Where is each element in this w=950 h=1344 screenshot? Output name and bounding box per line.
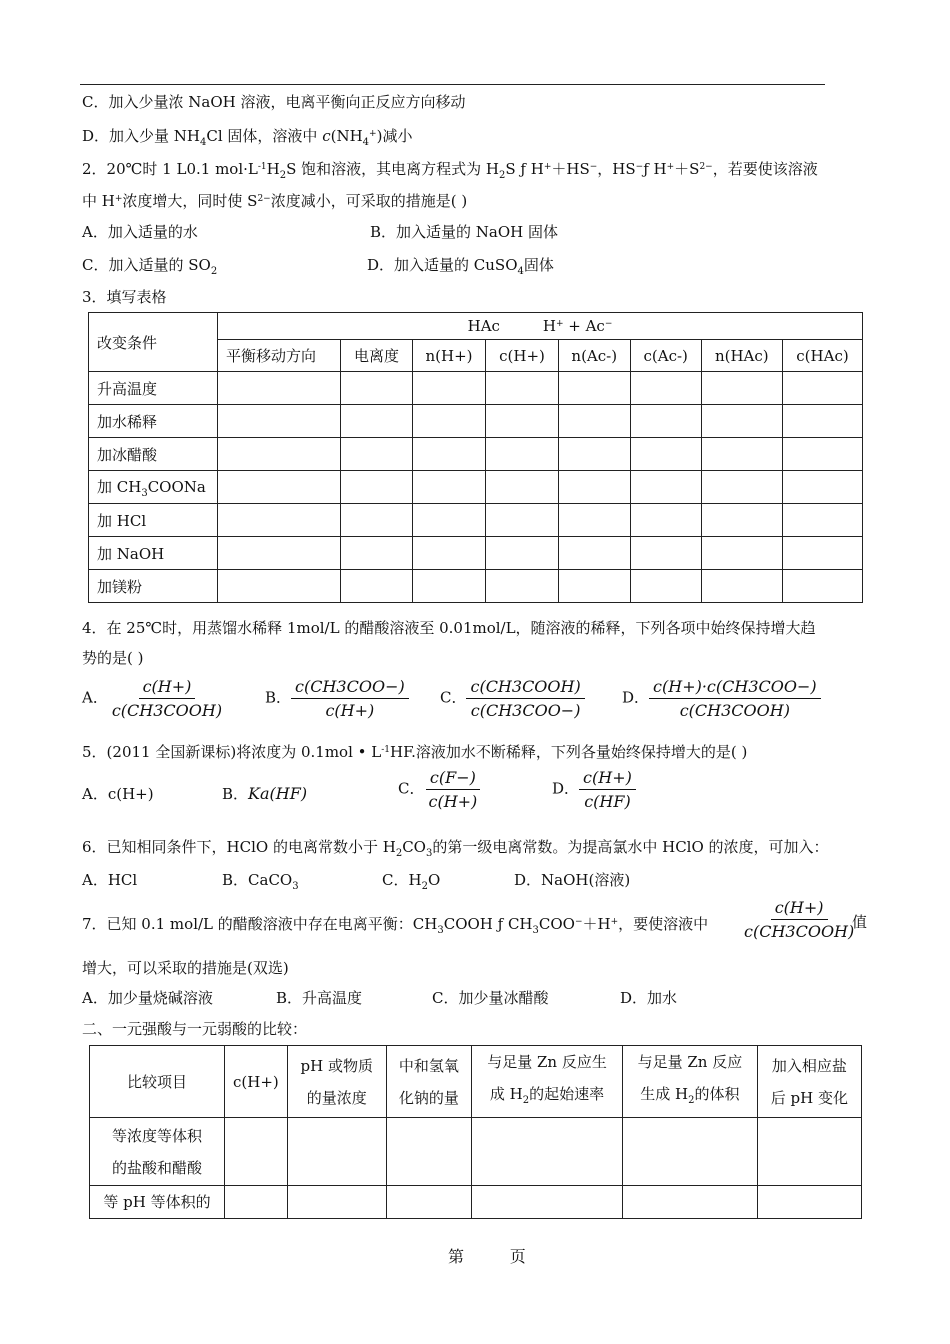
comparison-table <box>89 1045 862 1219</box>
col-header: n(Ac-) <box>558 340 630 372</box>
q6-option-c: C．$H_2O$ <box>382 871 441 892</box>
col-header: c(HAc) <box>782 340 862 372</box>
col-header: 比较项目 <box>90 1046 225 1118</box>
q6-option-a: A．HCl <box>82 871 138 889</box>
question-7-line-1: 7．已知 0.1 mol/L 的醋酸溶液中存在电离平衡：$CH_3COOH$ ƒ $CH_3COO^-+H^+$，要使溶液中 <box>82 915 709 936</box>
table-row <box>89 537 863 570</box>
q2-option-a: A．加入适量的水 <box>82 223 198 241</box>
col-header: c(Ac-) <box>630 340 701 372</box>
q4-option-b: B． $\frac{\text{c(CH3COO−)}}{c(H+)}$ <box>265 677 409 720</box>
q4-option-a: A． $\frac{c(H+)}{\text{c(CH3COOH)}}$ <box>82 677 223 720</box>
q6-option-b: B．CaCO$_3$ <box>222 871 299 892</box>
question-3: 3．填写表格 <box>82 288 167 306</box>
row-label: 加 NaOH <box>89 537 218 570</box>
col-header: c(H+) <box>486 340 558 372</box>
q5-option-b: B．Ka(HF) <box>222 784 308 803</box>
col-header: c(H+) <box>225 1046 288 1118</box>
row-label: 加冰醋酸 <box>89 438 218 471</box>
col-header: 平衡移动方向 <box>218 340 341 372</box>
row-label: 加 $CH_3COONa$ <box>89 471 218 504</box>
row-label: 升高温度 <box>89 372 218 405</box>
table-row <box>89 471 863 504</box>
section-2-title: 二、一元强酸与一元弱酸的比较： <box>82 1020 308 1038</box>
table-row <box>89 504 863 537</box>
question-2-line-1: 2．20℃时 1 L0.1 $mol\cdot L^{-1}H_2S$ 饱和溶液，其电离方程式为 $H_2S$ ƒ H+＋HS−，HS−ƒ $H^++S^{2-}$，若要使该溶液 <box>82 160 818 181</box>
col-header: 电离度 <box>341 340 412 372</box>
q4-option-d: D． $\frac{\text{c(H+)·c(CH3COO−)}}{\text{c(CH3COOH)}}$ <box>622 677 821 720</box>
equation-header: HAc H+ + Ac− <box>218 313 863 340</box>
row-label: 加镁粉 <box>89 570 218 603</box>
row-label: 加水稀释 <box>89 405 218 438</box>
question-4-line-2: 势的是( ) <box>82 649 144 667</box>
question-5: 5．(2011 全国新课标)将浓度为 0.1mol • $L^{-1}HF$.溶液加水不断稀释，下列各量始终保持增大的是( ) <box>82 743 748 761</box>
row-label: 加 HCl <box>89 504 218 537</box>
q7-fraction: $\frac{c(H+)}{\text{c(CH3COOH)}}$ <box>744 898 855 941</box>
col-header: 中和氢氧 化钠的量 <box>386 1046 471 1118</box>
question-2-line-2: 中 H+浓度增大，同时使 $S^{2-}$浓度减小，可采取的措施是( ) <box>82 192 468 210</box>
q7-option-a: A．加少量烧碱溶液 <box>82 989 213 1007</box>
question-6: 6．已知相同条件下，HClO 的电离常数小于 $H_2CO_3$的第一级电离常数。为提高氯水中 HClO 的浓度，可加入： <box>82 838 829 859</box>
q2-option-b: B．加入适量的 NaOH 固体 <box>370 223 559 241</box>
option-c-line: C．加入少量浓 NaOH 溶液，电离平衡向正反应方向移动 <box>82 93 466 111</box>
table-row <box>90 1118 862 1186</box>
table-row <box>89 372 863 405</box>
q7-option-c: C．加少量冰醋酸 <box>432 989 549 1007</box>
condition-table <box>88 312 863 603</box>
q7-option-b: B．升高温度 <box>276 989 363 1007</box>
q7-value-word: 值 <box>852 913 868 931</box>
table-row <box>89 570 863 603</box>
option-d-line: D．加入少量 $NH_4Cl$ 固体，溶液中 $c(NH_4^+)$减小 <box>82 127 413 148</box>
row-label: 等 pH 等体积的 <box>90 1186 225 1219</box>
col-header: n(H+) <box>412 340 486 372</box>
q5-option-d: D． $\frac{c(H+)}{c(HF)}$ <box>552 768 636 811</box>
table-row <box>90 1186 862 1219</box>
header-rule <box>80 84 825 85</box>
q2-option-c: C．加入适量的 $SO_2$ <box>82 256 218 277</box>
q5-option-a: A．c(H+) <box>82 785 154 803</box>
col-header: 与足量 Zn 反应 生成 $H_2$的体积 <box>623 1046 758 1118</box>
q4-option-c: C． $\frac{\text{c(CH3COOH)}}{\text{c(CH3COO−)}}$ <box>440 677 585 720</box>
q7-option-d: D．加水 <box>620 989 678 1007</box>
question-7-line-2: 增大，可以采取的措施是(双选) <box>82 959 289 977</box>
col-header: 加入相应盐 后 pH 变化 <box>757 1046 861 1118</box>
q2-option-d: D．加入适量的 CuSO$_4$固体 <box>367 256 554 277</box>
table-row <box>89 405 863 438</box>
row-label: 等浓度等体积 的盐酸和醋酸 <box>90 1118 225 1186</box>
table-row <box>89 438 863 471</box>
col-header: n(HAc) <box>701 340 782 372</box>
col-header: pH 或物质 的量浓度 <box>287 1046 386 1118</box>
cond-header: 改变条件 <box>89 313 218 372</box>
page-footer: 第 页 <box>448 1247 526 1266</box>
question-4-line-1: 4．在 25℃时，用蒸馏水稀释 1mol/L 的醋酸溶液至 0.01mol/L，随溶液的稀释，下列各项中始终保持增大趋 <box>82 619 816 637</box>
q5-option-c: C． $\frac{c(F-)}{c(H+)}$ <box>398 768 481 811</box>
col-header: 与足量 Zn 反应生 成 $H_2$的起始速率 <box>471 1046 622 1118</box>
q6-option-d: D．NaOH(溶液) <box>514 871 631 889</box>
